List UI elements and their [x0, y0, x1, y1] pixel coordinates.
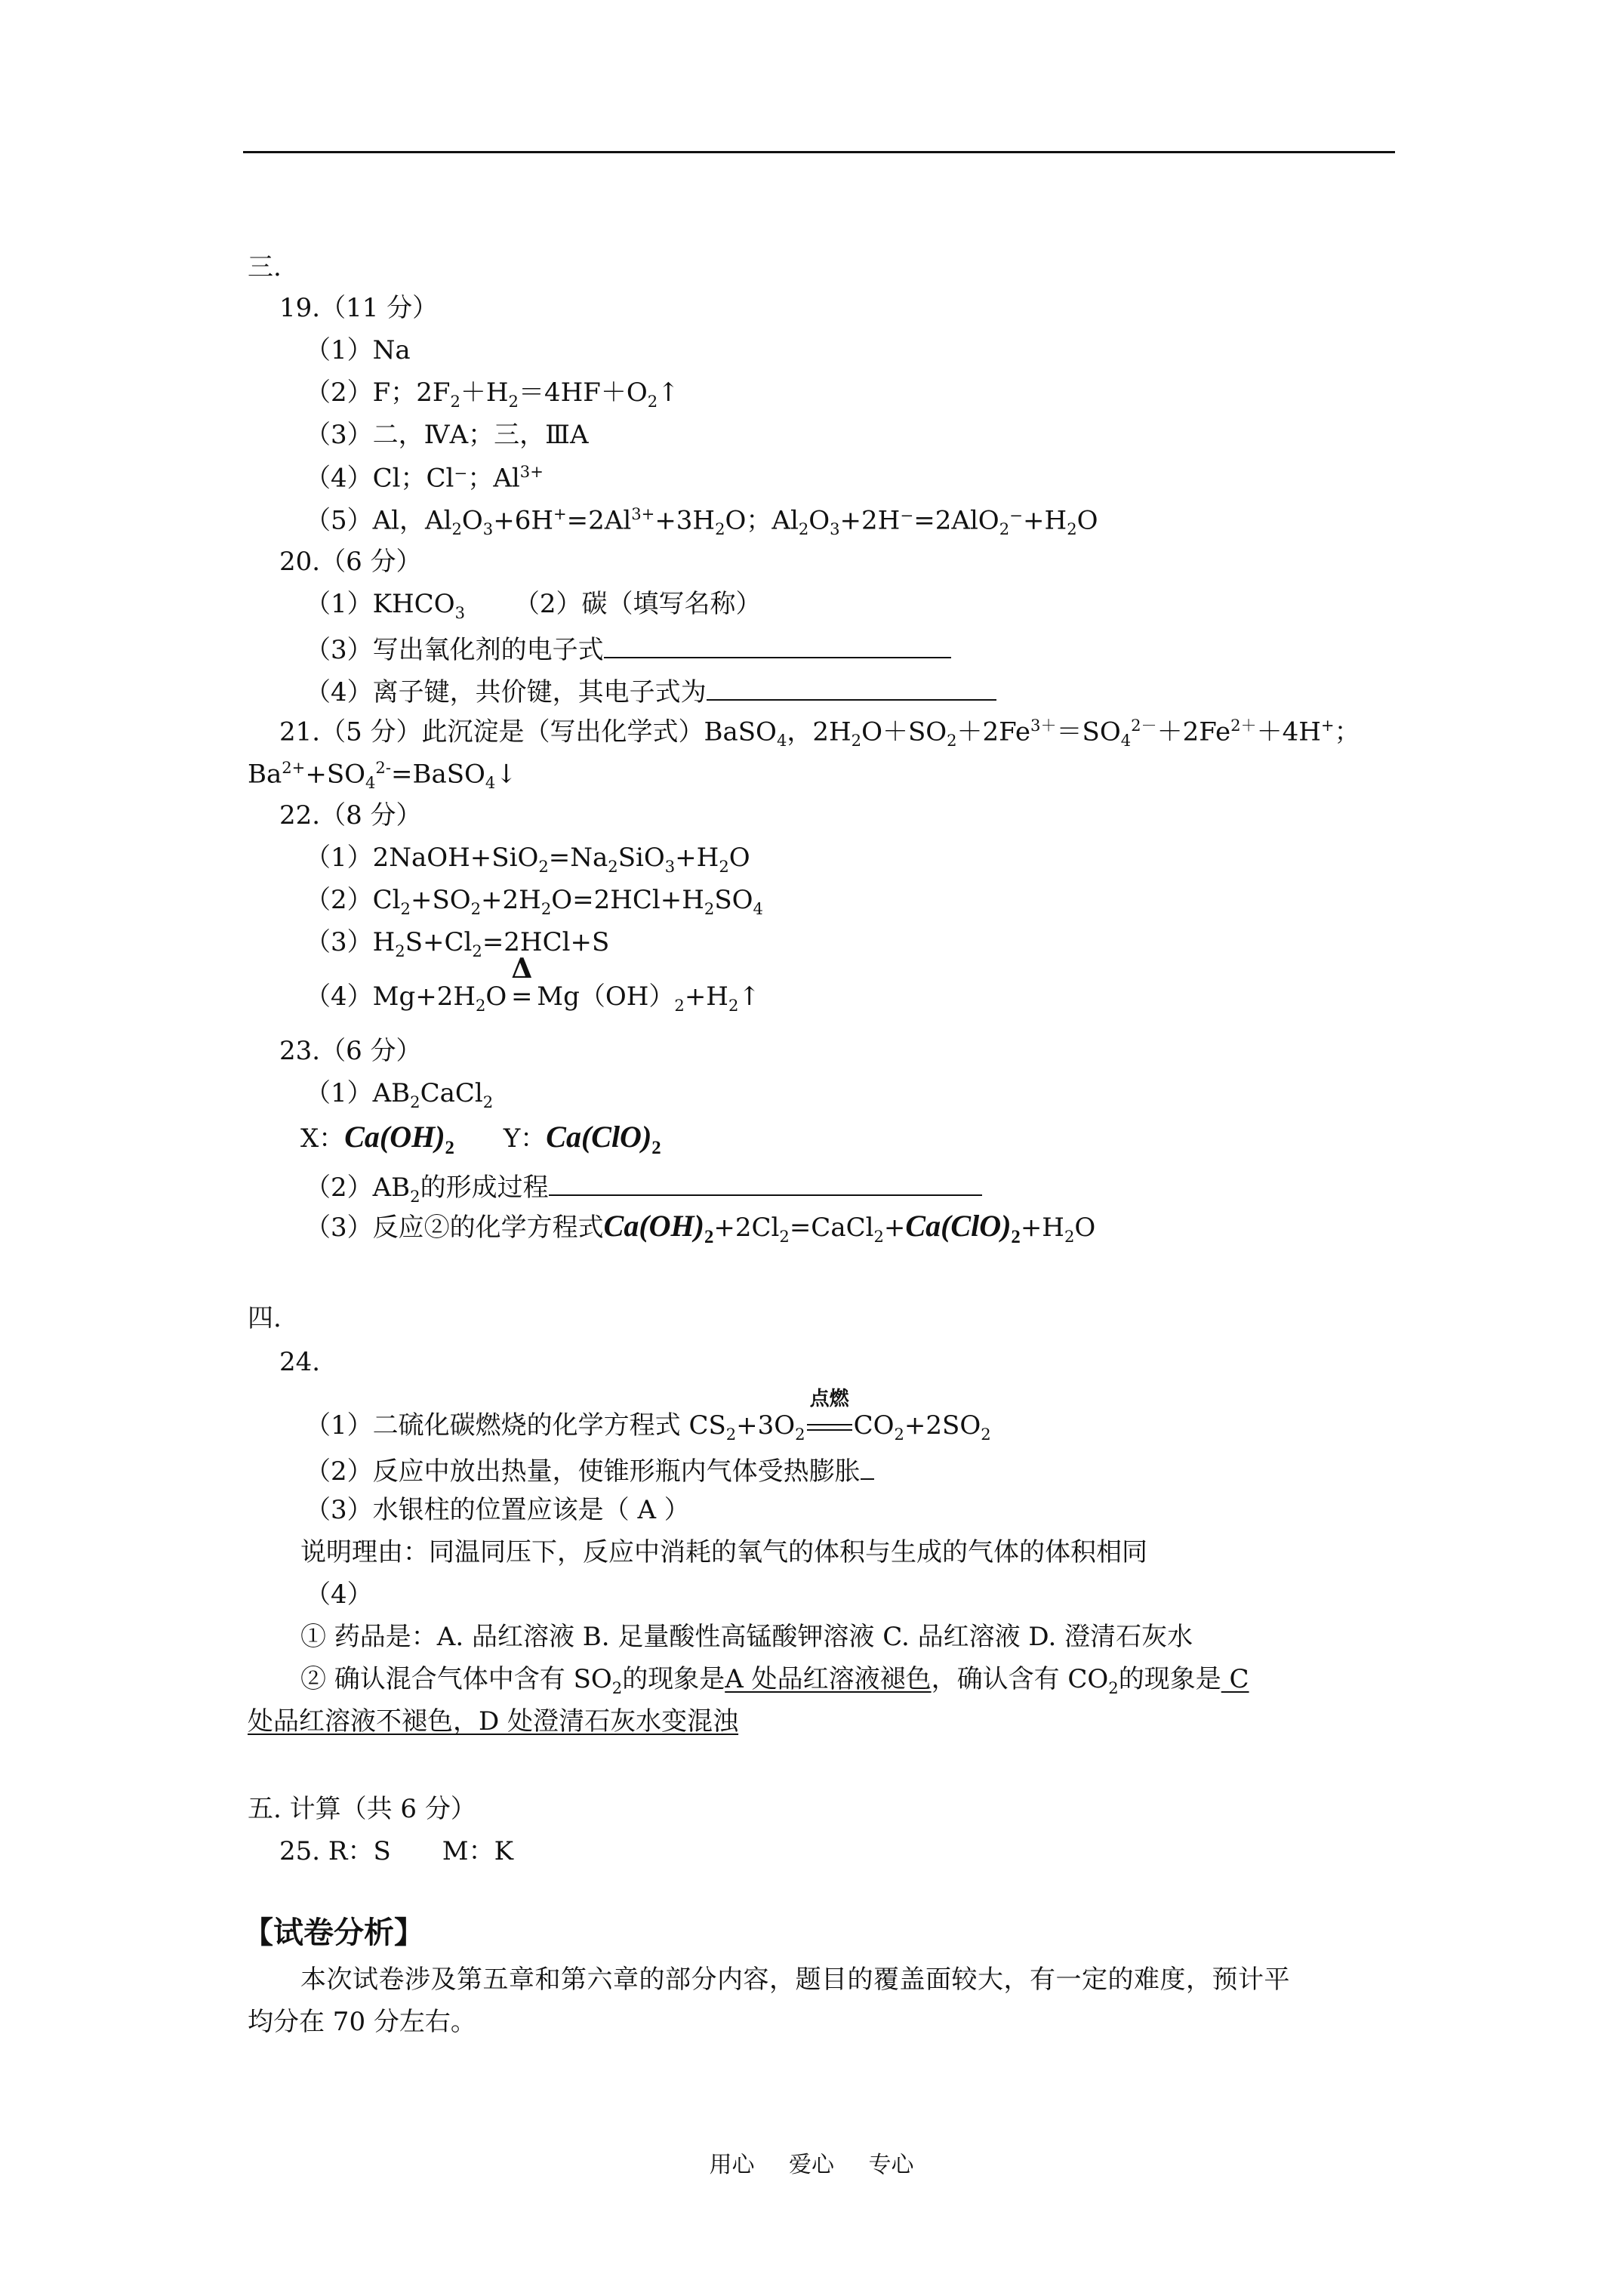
analysis-paragraph-line-1: 本次试卷涉及第五章和第六章的部分内容，题目的覆盖面较大，有一定的难度，预计平: [300, 1965, 1290, 1995]
section-four: 四.: [248, 1303, 282, 1333]
q24-heading: 24.: [279, 1347, 321, 1377]
q24-answer-2: （2）反应中放出热量，使锥形瓶内气体受热膨胀: [305, 1453, 874, 1487]
q21-line-2: $Ba^{2+}+SO_4^{2-}=BaSO_4↓$: [248, 758, 517, 793]
q22-answer-3: $(3)H_2S+Cl_2=2HCl+S$: [305, 927, 610, 960]
heat-condition: Δ =: [511, 953, 533, 1012]
q23-xy: X：$Ca(OH)_2$ Y：$Ca(ClO)_2$: [300, 1120, 661, 1158]
ignition-condition: 点燃: [805, 1410, 854, 1441]
q24-answer-4: （4）: [305, 1579, 373, 1610]
q20-answer-4: （4）离子键，共价键，其电子式为: [305, 673, 996, 708]
page-footer: [0, 2146, 1623, 2179]
q20-heading: 20.（6 分）: [279, 547, 422, 577]
q24-answer-3: （3）水银柱的位置应该是（ A ）: [305, 1495, 690, 1525]
analysis-title: 【试卷分析】: [243, 1915, 424, 1950]
q22-answer-2: $(2)Cl_2+SO_2+2H_2O=2HCl+H_2SO_4$: [305, 885, 763, 918]
q23-heading: 23.（6 分）: [279, 1036, 422, 1066]
q19-answer-1: （1）Na: [305, 335, 411, 365]
q23-answer-3: （3）反应②的化学方程式$Ca(OH)_2+2Cl_2=CaCl_2+Ca(ClO)_2+H_2O$: [305, 1209, 1096, 1247]
q24-item-2: ② 确认混合气体中含有 $SO_2$的现象是A 处品红溶液褪色，确认含有 $CO_2$的现象是 C: [300, 1664, 1249, 1697]
q24-answer-1: （1）二硫化碳燃烧的化学方程式 $CS_2+3O_2$ 点燃 $CO_2+2SO_2$: [305, 1388, 991, 1444]
answer-blank: [861, 1453, 874, 1480]
q19-answer-4: （4）Cl；Cl⁻；$Al^{3+}$: [305, 462, 544, 494]
section-five: 五. 计算（共 6 分）: [248, 1794, 476, 1824]
q25-answer: 25. R：S M：K: [279, 1836, 513, 1866]
q20-answer-1-2: $(1)KHCO_3$ （2）碳（填写名称）: [305, 589, 762, 622]
answer-blank: [604, 631, 951, 658]
q22-answer-1: $(1)2NaOH+SiO_2=Na_2SiO_3+H_2O$: [305, 843, 750, 876]
q22-answer-4: $(4)Mg+2H_2O$ Δ = $Mg(OH)_2+H_2↑$: [305, 953, 760, 1015]
analysis-paragraph-line-2: 均分在 70 分左右。: [248, 2007, 476, 2037]
q19-answer-5: （5）Al，$Al_2O_3+6H^+=2Al^{3+}+3H_2O$；$Al_2O_3+2H^-=2AlO_2^-+H_2O$: [305, 504, 1098, 539]
footer-item: 用心: [709, 2152, 755, 2178]
q19-answer-3: （3）二，ⅣA；三，ⅢA: [305, 420, 589, 450]
q19-answer-2: （2）F；$2F_2+H_2=4HF+O_2↑$: [305, 378, 679, 411]
q21-line-1: 21.（5 分）此沉淀是（写出化学式）BaSO$_4$，$2H_2O+SO_2+2Fe^{3+}=SO_4^{2-}+2Fe^{2+}+4H^+$；: [279, 716, 1360, 750]
q19-heading: 19.（11 分）: [279, 293, 439, 323]
header-rule: [243, 151, 1395, 153]
q20-answer-3: （3）写出氧化剂的电子式: [305, 631, 951, 666]
q23-answer-2: $(2)AB_2$的形成过程: [305, 1169, 982, 1206]
footer-item: 爱心: [789, 2152, 834, 2178]
answer-blank: [707, 673, 996, 701]
q24-item-2-cont: 处品红溶液不褪色，D 处澄清石灰水变混浊: [248, 1706, 739, 1737]
answer-blank: [549, 1169, 982, 1196]
q24-item-1: ① 药品是：A. 品红溶液 B. 足量酸性高锰酸钾溶液 C. 品红溶液 D. 澄清石灰水: [300, 1622, 1193, 1652]
q23-answer-1: $(1)AB_2CaCl_2$: [305, 1078, 494, 1111]
footer-item: 专心: [868, 2152, 914, 2178]
q22-heading: 22.（8 分）: [279, 800, 422, 831]
section-three: 三.: [248, 252, 282, 282]
q24-reason: 说明理由：同温同压下，反应中消耗的氧气的体积与生成的气体的体积相同: [300, 1537, 1147, 1567]
